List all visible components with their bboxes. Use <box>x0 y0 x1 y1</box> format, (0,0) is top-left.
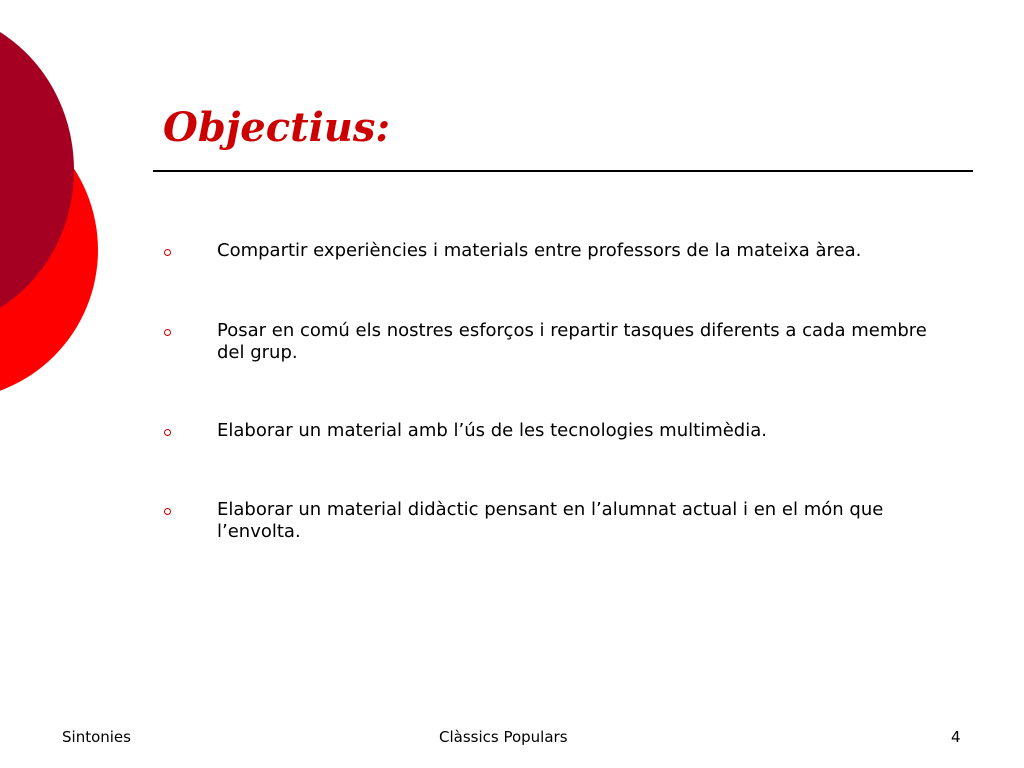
bullet-item <box>160 420 947 442</box>
page-number: 4 <box>951 728 961 746</box>
bullet-text: Compartir experiències i materials entre professors de la mateixa àrea. <box>217 240 862 261</box>
bullet-text: Elaborar un material didàctic pensant en l’alumnat actual i en el món que l’envolta. <box>217 499 884 542</box>
hollow-circle-bullet-icon <box>164 429 171 436</box>
bullet-text: Posar en comú els nostres esforços i repartir tasques diferents a cada membre del grup. <box>217 320 927 363</box>
slide-title: Objectius: <box>163 104 391 151</box>
bullet-item <box>160 320 947 364</box>
bullet-text: Elaborar un material amb l’ús de les tecnologies multimèdia. <box>217 420 767 441</box>
title-divider <box>153 170 973 172</box>
hollow-circle-bullet-icon <box>164 329 171 336</box>
bullet-item <box>160 499 947 543</box>
footer-center-text: Clàssics Populars <box>439 728 568 746</box>
footer-left-text: Sintonies <box>62 728 131 746</box>
hollow-circle-bullet-icon <box>164 249 171 256</box>
bullet-item <box>160 240 947 262</box>
hollow-circle-bullet-icon <box>164 508 171 515</box>
